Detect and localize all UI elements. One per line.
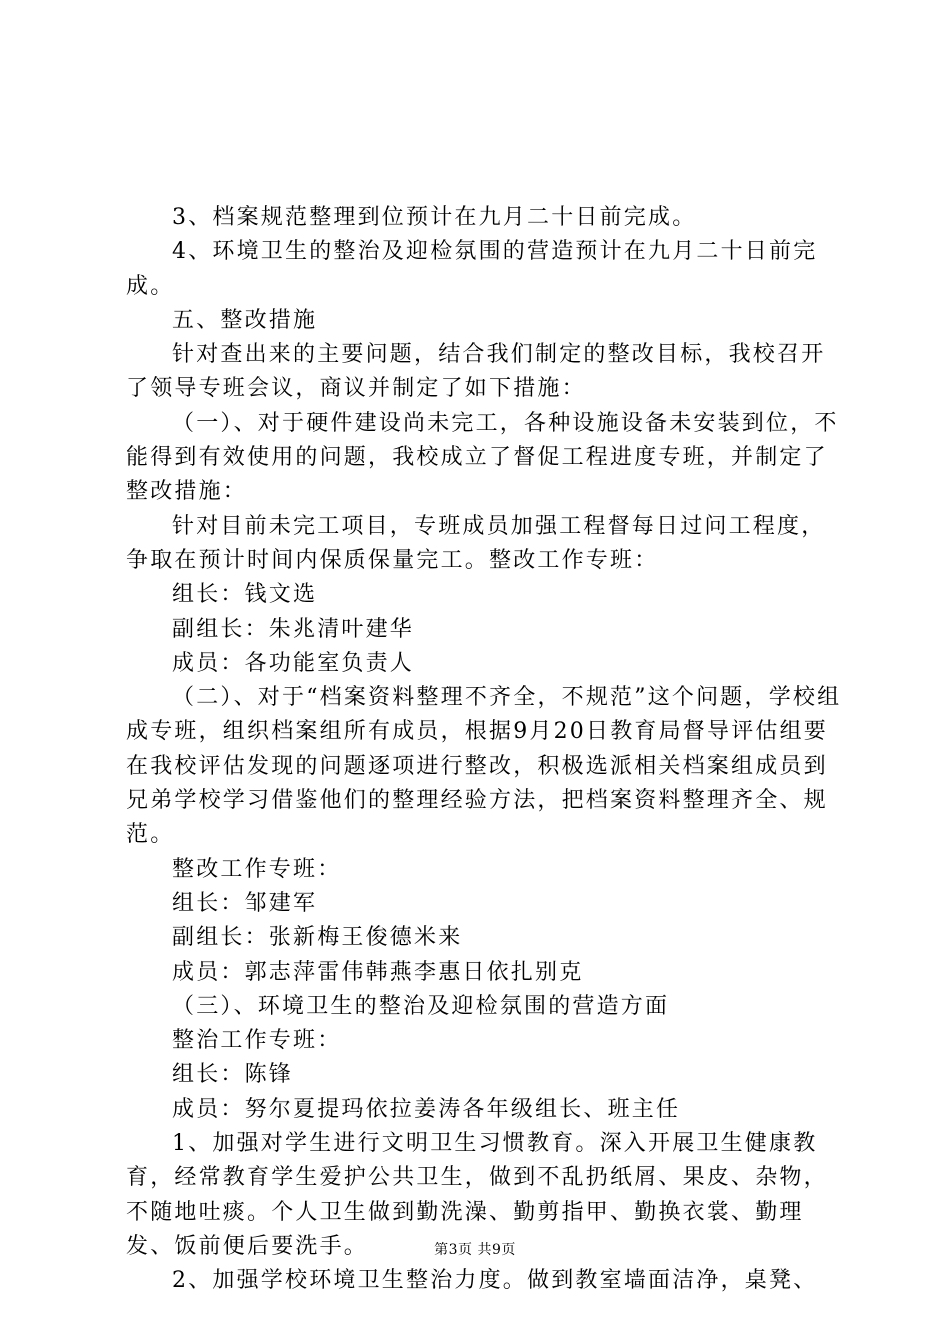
paragraph-team-one-deputy: 副组长：朱兆清叶建华 (172, 616, 415, 642)
paragraph-item-one: （一）、对于硬件建设尚未完工，各种设施设备未安装到位，不能得到有效使用的问题，我校成立了督促工程进度专班，并制定了整改措施： (126, 410, 839, 505)
paragraph-team-three-members: 成员：努尔夏提玛依拉姜涛各年级组长、班主任 (172, 1096, 681, 1122)
paragraph-hygiene-education: 1、加强对学生进行文明卫生习惯教育。深入开展卫生健康教育，经常教育学生爱护公共卫生，做到不乱扔纸屑、果皮、杂物，不随地吐痰。个人卫生做到勤洗澡、勤剪指甲、勤换衣裳、勤理发、饭前便后要洗手。 (126, 1131, 828, 1259)
paragraph-item-one-detail: 针对目前未完工项目，专班成员加强工程督每日过问工程度，争取在预计时间内保质保量完工。整改工作专班： (126, 513, 826, 573)
paragraph-team-two-title: 整改工作专班： (172, 856, 342, 882)
paragraph-team-one-members: 成员：各功能室负责人 (172, 650, 415, 676)
paragraph-environment-deadline: 4、环境卫生的整治及迎检氛围的营造预计在九月二十日前完成。 (126, 239, 818, 299)
paragraph-team-two-deputy: 副组长：张新梅王俊德米来 (172, 925, 463, 951)
paragraph-item-three: （三）、环境卫生的整治及迎检氛围的营造方面 (172, 993, 670, 1019)
paragraph-item-two: （二）、对于“档案资料整理不齐全，不规范”这个问题，学校组成专班，组织档案组所有成员，根据9月20日教育局督导评估组要在我校评估发现的问题逐项进行整改，积极选派相关档案组成员到兄弟学校学习借鉴他们的整理经验方法，把档案资料整理齐全、规范。 (126, 685, 842, 848)
paragraph-team-one-leader: 组长：钱文选 (172, 582, 318, 608)
paragraph-team-three-leader: 组长：陈锋 (172, 1062, 294, 1088)
paragraph-measures-intro: 针对查出来的主要问题，结合我们制定的整改目标，我校召开了领导专班会议，商议并制定了如下措施： (126, 342, 826, 402)
paragraph-team-two-leader: 组长：邹建军 (172, 890, 318, 916)
page-number-footer: 第3页 共9页 (434, 1242, 516, 1258)
paragraph-team-two-members: 成员：郭志萍雷伟韩燕李惠日依扎别克 (172, 959, 584, 985)
section-heading-measures: 五、整改措施 (172, 307, 318, 333)
paragraph-environment-rectification: 2、加强学校环境卫生整治力度。做到教室墙面洁净，桌凳、 (172, 1268, 818, 1294)
paragraph-archive-deadline: 3、档案规范整理到位预计在九月二十日前完成。 (172, 205, 697, 230)
paragraph-team-three-title: 整治工作专班： (172, 1028, 342, 1054)
document-body (126, 201, 846, 1299)
